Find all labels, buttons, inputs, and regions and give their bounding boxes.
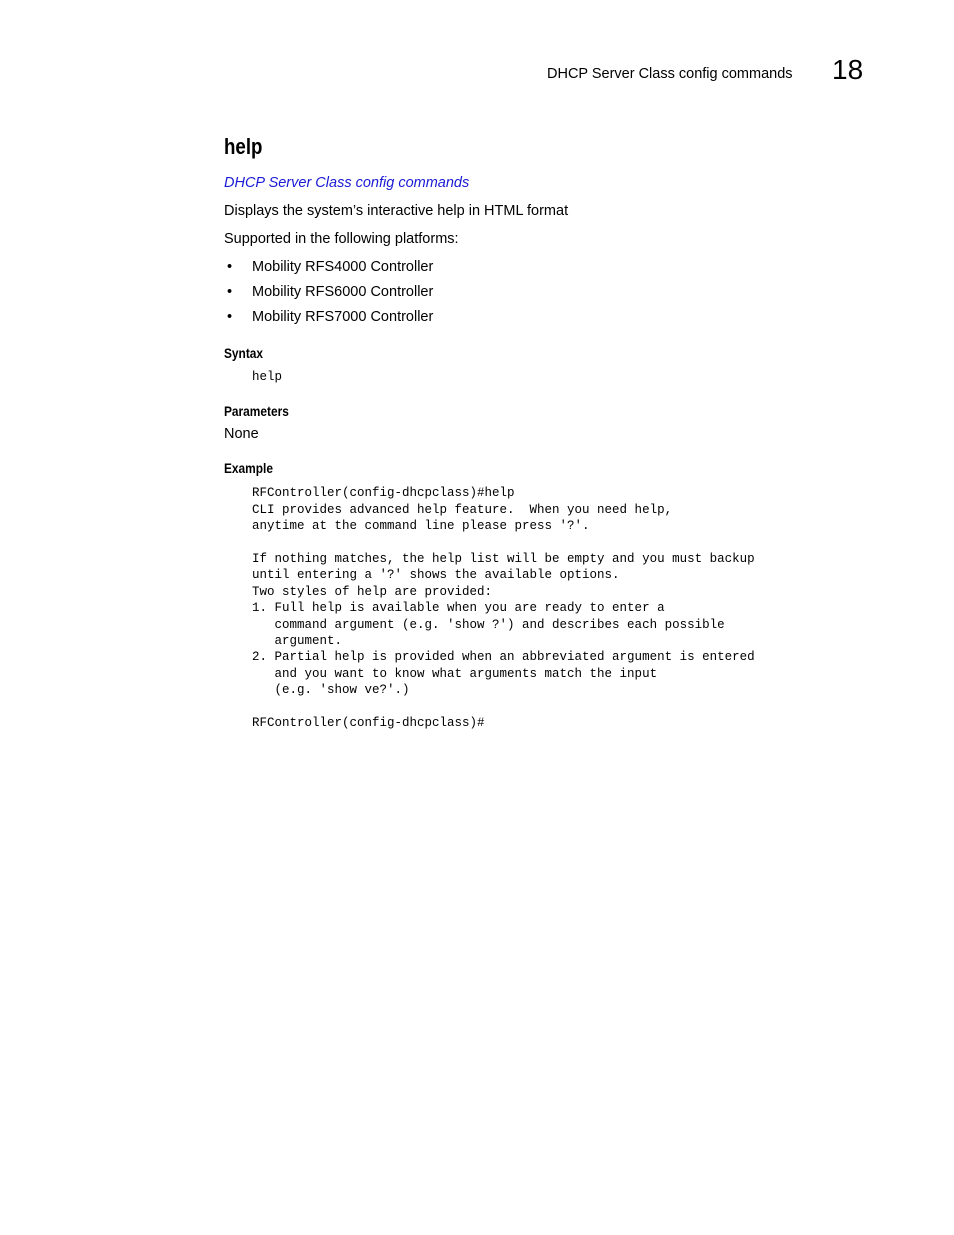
running-header-title: DHCP Server Class config commands [547,66,793,82]
bullet-icon: • [227,259,233,275]
list-item [224,307,824,327]
parameters-text: None [224,426,259,443]
chapter-number: 18 [832,54,864,85]
syntax-heading: Syntax [224,345,264,361]
example-heading: Example [224,460,273,477]
platforms-intro: Supported in the following platforms: [224,231,459,247]
bullet-icon: • [227,309,233,325]
platform-list [224,257,824,327]
platform-name: Mobility RFS7000 Controller [252,309,434,325]
list-item [224,257,824,277]
syntax-code: help [252,370,283,384]
platform-name: Mobility RFS6000 Controller [252,284,434,300]
main-content [224,133,824,732]
bullet-icon: • [227,284,233,300]
parameters-heading: Parameters [224,403,289,420]
dhcp-server-class-link[interactable]: DHCP Server Class config commands [224,175,470,191]
example-code: RFController(config-dhcpclass)#help CLI provides advanced help feature. When you need help, anytime at the command line please press '?'. If nothing matches, the help list will be empty and you must backup until entering a '?' shows the available options. Two styles of help are provided: 1. Full help is available when you are ready to enter a command argument (e.g. 'show ?') and describes each possible argument. 2. Partial help is provided when an abbreviated argument is entered and you want to know what arguments match the input (e.g. 'show ve?'.) RFController(config-dhcpclass)# [252,486,755,731]
command-description: Displays the system’s interactive help in HTML format [224,203,569,219]
platform-name: Mobility RFS4000 Controller [252,259,434,275]
list-item [224,282,824,302]
page-title: help [224,134,263,159]
